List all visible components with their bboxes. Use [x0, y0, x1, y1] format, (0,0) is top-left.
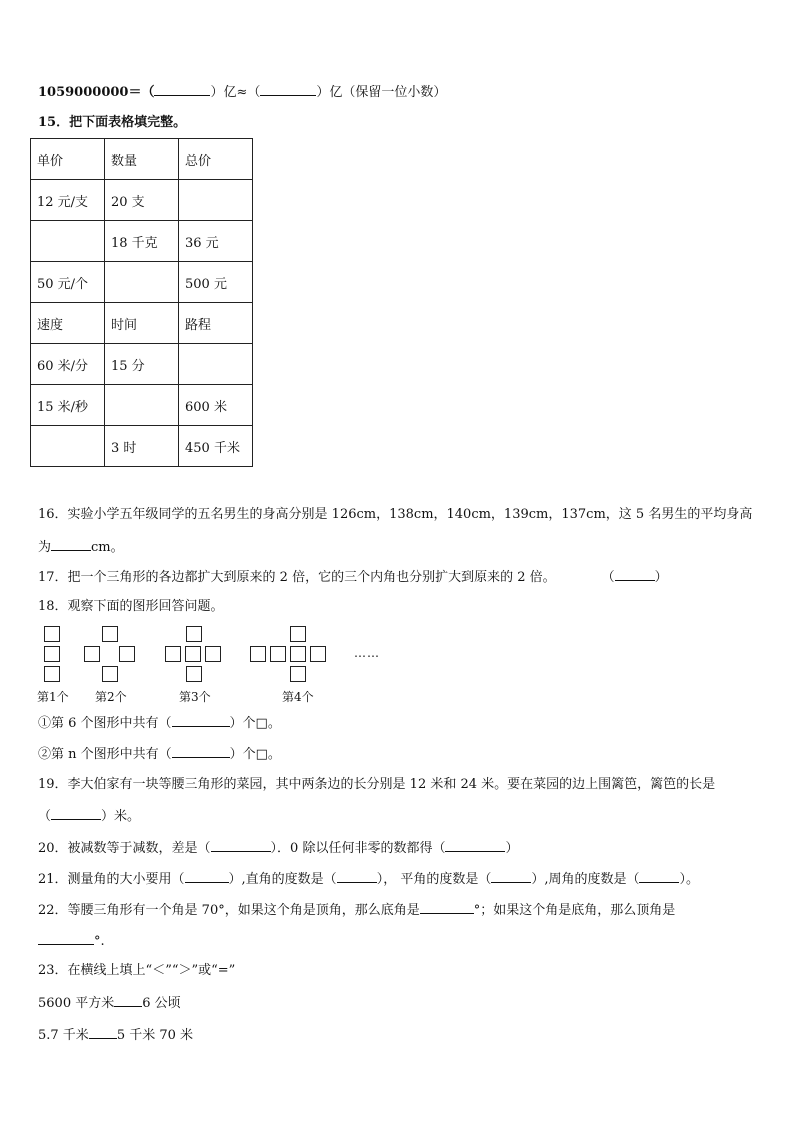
square-shape — [250, 646, 266, 662]
answer-blank[interactable] — [38, 932, 94, 945]
answer-blank[interactable] — [639, 870, 679, 883]
table-row — [31, 426, 253, 467]
answer-blank[interactable] — [172, 745, 230, 758]
square-shape — [205, 646, 221, 662]
square-shape — [186, 626, 202, 642]
table-cell: 数量 — [105, 139, 179, 180]
square-shape — [84, 646, 100, 662]
figure-label: 第2个 — [95, 690, 127, 704]
q19-line1: 19．李大伯家有一块等腰三角形的菜园，其中两条边的长分别是 12 米和 24 米。要在菜园的边上围篱笆，篱笆的长是 — [38, 777, 716, 792]
table-row — [31, 221, 253, 262]
square-shape — [290, 646, 306, 662]
ellipsis: …… — [354, 646, 380, 660]
table-row — [31, 262, 253, 303]
answer-blank[interactable] — [211, 839, 271, 852]
table-cell: 单价 — [31, 139, 105, 180]
table-cell-empty[interactable] — [105, 385, 179, 426]
q18-sub1: ①第 6 个图形中共有（ ）个□。 — [38, 716, 281, 731]
square-shape — [102, 626, 118, 642]
q17-line: 17．把一个三角形的各边都扩大到原来的 2 倍，它的三个内角也分别扩大到原来的 2 倍。 （ ） — [38, 570, 668, 585]
q22-line2: °. — [38, 932, 105, 950]
table-row — [31, 344, 253, 385]
table-row — [31, 385, 253, 426]
q20-line: 20．被减数等于减数，差是（ ）．0 除以任何非零的数都得（ ） — [38, 841, 519, 856]
table-cell: 450 千米 — [179, 426, 253, 467]
table-cell-empty[interactable] — [105, 262, 179, 303]
table-cell-empty[interactable] — [31, 221, 105, 262]
q14-number: 1059000000 — [38, 85, 129, 100]
q18-sub2: ②第 n 个图形中共有（ ）个□。 — [38, 747, 281, 762]
q14-line: 1059000000＝（ ）亿≈（ ）亿（保留一位小数） — [38, 85, 447, 100]
table-cell: 50 元/个 — [31, 262, 105, 303]
square-shape — [290, 626, 306, 642]
q23-title: 23．在横线上填上“＜”“＞”或“=” — [38, 963, 236, 978]
table-cell: 速度 — [31, 303, 105, 344]
table-cell: 时间 — [105, 303, 179, 344]
q23-item1: 5600 平方米 6 公顷 — [38, 996, 181, 1011]
answer-blank[interactable] — [154, 83, 210, 96]
table-cell: 60 米/分 — [31, 344, 105, 385]
q16-line2: 为 cm。 — [38, 540, 124, 555]
table-cell: 3 时 — [105, 426, 179, 467]
fill-table — [30, 138, 253, 467]
square-shape — [44, 646, 60, 662]
figure-label: 第1个 — [37, 690, 69, 704]
q19-line2: （ ）米。 — [38, 809, 141, 824]
square-shape — [186, 666, 202, 682]
square-shape — [119, 646, 135, 662]
answer-blank[interactable] — [615, 568, 655, 581]
q21-line: 21．测量角的大小要用（ ）,直角的度数是（ ）， 平角的度数是（ ）,周角的度数是（ ）。 — [38, 872, 699, 887]
table-cell-empty[interactable] — [179, 180, 253, 221]
answer-blank[interactable] — [89, 1026, 117, 1039]
q15-title: 15．把下面表格填完整。 — [38, 115, 187, 130]
square-shape — [290, 666, 306, 682]
answer-blank[interactable] — [420, 901, 474, 914]
table-row — [31, 303, 253, 344]
q18-title: 18．观察下面的图形回答问题。 — [38, 599, 224, 614]
answer-blank[interactable] — [491, 870, 531, 883]
table-cell: 36 元 — [179, 221, 253, 262]
table-cell: 路程 — [179, 303, 253, 344]
answer-blank[interactable] — [445, 839, 505, 852]
figure-label: 第3个 — [179, 690, 211, 704]
answer-blank[interactable] — [337, 870, 377, 883]
table-cell: 500 元 — [179, 262, 253, 303]
q16-line1: 16．实验小学五年级同学的五名男生的身高分别是 126cm，138cm，140cm，139cm，137cm，这 5 名男生的平均身高 — [38, 507, 753, 522]
table-cell: 总价 — [179, 139, 253, 180]
answer-blank[interactable] — [185, 870, 229, 883]
table-cell: 18 千克 — [105, 221, 179, 262]
table-cell: 600 米 — [179, 385, 253, 426]
table-cell: 12 元/支 — [31, 180, 105, 221]
answer-blank[interactable] — [172, 714, 230, 727]
answer-blank[interactable] — [260, 83, 316, 96]
square-shape — [102, 666, 118, 682]
q23-item2: 5.7 千米 5 千米 70 米 — [38, 1028, 194, 1043]
table-cell: 20 支 — [105, 180, 179, 221]
answer-blank[interactable] — [114, 994, 142, 1007]
square-shape — [44, 666, 60, 682]
square-shape — [165, 646, 181, 662]
square-shape — [44, 626, 60, 642]
answer-blank[interactable] — [51, 538, 91, 551]
square-shape — [270, 646, 286, 662]
square-shape — [185, 646, 201, 662]
answer-blank[interactable] — [51, 807, 101, 820]
table-row — [31, 139, 253, 180]
figure-label: 第4个 — [282, 690, 314, 704]
table-cell: 15 分 — [105, 344, 179, 385]
table-cell: 15 米/秒 — [31, 385, 105, 426]
table-cell-empty[interactable] — [179, 344, 253, 385]
table-row — [31, 180, 253, 221]
table-cell-empty[interactable] — [31, 426, 105, 467]
q22-line1: 22．等腰三角形有一个角是 70°，如果这个角是顶角，那么底角是 °；如果这个角是底角，那么顶角是 — [38, 903, 676, 918]
square-shape — [310, 646, 326, 662]
